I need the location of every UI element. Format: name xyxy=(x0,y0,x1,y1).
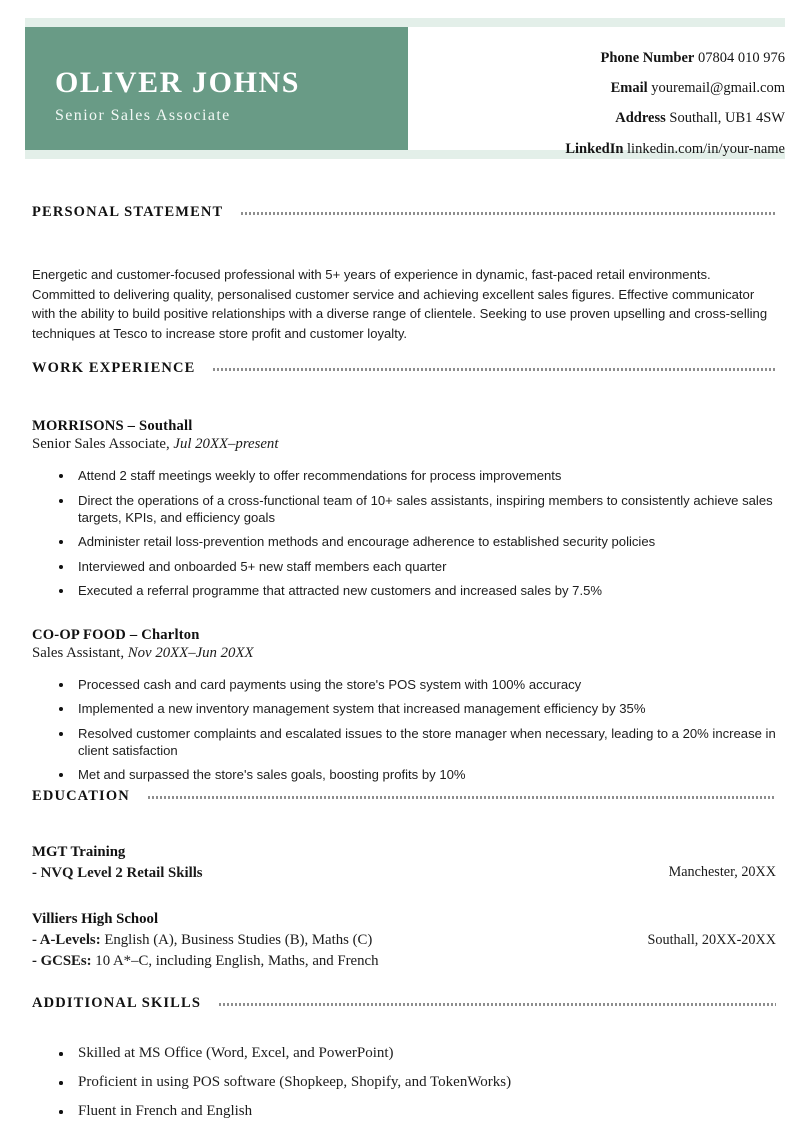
education-qualification-label: - GCSEs: xyxy=(32,952,92,969)
section-title-work-experience: WORK EXPERIENCE xyxy=(32,360,196,376)
education-qualification-label: - A-Levels: xyxy=(32,932,101,949)
education-qualification-label: - NVQ Level 2 Retail Skills xyxy=(32,864,203,881)
section-additional-skills xyxy=(32,995,776,1121)
contact-row-linkedin xyxy=(420,142,785,157)
job-role-title: Senior Sales Associate, xyxy=(32,436,174,453)
job-bullet-list xyxy=(32,467,776,599)
job-dates: Nov 20XX–Jun 20XX xyxy=(127,644,254,661)
resume-header xyxy=(25,18,785,159)
list-item: Interviewed and onboarded 5+ new staff members each quarter xyxy=(32,558,776,575)
list-item: Attend 2 staff meetings weekly to offer recommendations for process improvements xyxy=(32,467,776,484)
list-item: Met and surpassed the store's sales goals, boosting profits by 10% xyxy=(32,766,776,783)
name-block xyxy=(55,67,395,125)
section-divider-dots xyxy=(213,368,776,371)
list-item: Administer retail loss-prevention methods and encourage adherence to established security policies xyxy=(32,533,776,550)
section-divider-dots xyxy=(148,796,776,799)
section-divider-dots xyxy=(241,212,776,215)
personal-statement-text: Energetic and customer-focused professional with 5+ years of experience in dynamic, fast-paced retail environments. Committed to delivering quality, personalised customer service and achieving excellent sales figures. Effective communicator with the ability to build positive relationships with a diverse range of clientele. Seeking to use proven upselling and cross-selling techniques at Tesco to increase store profit and customer loyalty. xyxy=(32,267,768,341)
job-organisation: MORRISONS – Southall xyxy=(32,418,193,434)
list-item: Skilled at MS Office (Word, Excel, and PowerPoint) xyxy=(32,1044,776,1063)
education-qualification xyxy=(32,930,592,950)
education-entry xyxy=(32,910,776,971)
job-role-title: Sales Assistant, xyxy=(32,644,128,661)
list-item: Fluent in French and English xyxy=(32,1102,776,1121)
list-item: Executed a referral programme that attracted new customers and increased sales by 7.5% xyxy=(32,582,776,599)
education-school: MGT Training xyxy=(32,844,126,860)
section-work-experience xyxy=(32,360,776,784)
section-header-work-experience xyxy=(32,360,776,377)
work-experience-entry xyxy=(32,417,776,600)
section-title-education: EDUCATION xyxy=(32,788,130,804)
education-qualification xyxy=(32,951,592,971)
contact-value-address: Southall, UB1 4SW xyxy=(669,110,785,127)
contact-value-linkedin[interactable]: linkedin.com/in/your-name xyxy=(627,140,785,157)
additional-skills-list xyxy=(32,1044,776,1121)
education-school: Villiers High School xyxy=(32,911,159,928)
education-details xyxy=(32,910,592,971)
work-experience-entry xyxy=(32,626,776,784)
education-entry xyxy=(32,843,776,883)
list-item: Implemented a new inventory management system that increased management efficiency by 35% xyxy=(32,700,776,717)
list-item: Resolved customer complaints and escalated issues to the store manager when necessary, leading to a 20% increase in client satisfaction xyxy=(32,725,776,760)
job-organisation: CO-OP FOOD – Charlton xyxy=(32,626,200,643)
header-body xyxy=(25,27,785,157)
job-bullet-list xyxy=(32,676,776,784)
list-item: Proficient in using POS software (Shopkeep, Shopify, and TokenWorks) xyxy=(32,1073,776,1092)
header-top-accent-strip xyxy=(25,18,785,27)
job-role-line xyxy=(32,435,776,455)
contact-row-email xyxy=(420,81,785,96)
contact-details xyxy=(420,51,785,157)
contact-label-address: Address xyxy=(615,110,666,127)
education-details xyxy=(32,843,592,883)
contact-label-phone: Phone Number xyxy=(600,50,695,66)
contact-label-email: Email xyxy=(610,80,648,97)
job-role-line xyxy=(32,644,776,664)
education-qualification-value: English (A), Business Studies (B), Maths (C) xyxy=(100,932,373,949)
section-education xyxy=(32,788,776,971)
section-personal-statement xyxy=(32,204,776,343)
section-header-additional-skills xyxy=(32,995,776,1012)
education-location-date: Southall, 20XX-20XX xyxy=(647,932,776,949)
section-header-education xyxy=(32,788,776,805)
contact-row-address xyxy=(420,111,785,126)
contact-label-linkedin: LinkedIn xyxy=(565,140,624,157)
section-title-personal-statement: PERSONAL STATEMENT xyxy=(32,204,224,220)
education-qualification xyxy=(32,863,592,883)
contact-value-phone: 07804 010 976 xyxy=(698,50,785,66)
education-qualification-value: 10 A*–C, including English, Maths, and French xyxy=(91,952,379,969)
section-title-additional-skills: ADDITIONAL SKILLS xyxy=(32,995,202,1011)
list-item: Direct the operations of a cross-functional team of 10+ sales assistants, inspiring members to consistently achieve sales targets, KPIs, and efficiency goals xyxy=(32,492,776,527)
contact-row-phone xyxy=(420,51,785,66)
job-dates: Jul 20XX–present xyxy=(173,436,279,453)
candidate-job-title: Senior Sales Associate xyxy=(55,106,231,124)
section-header-personal-statement xyxy=(32,204,776,221)
candidate-name: OLIVER JOHNS xyxy=(55,66,301,99)
section-divider-dots xyxy=(219,1003,776,1006)
education-location-date: Manchester, 20XX xyxy=(668,864,776,880)
contact-value-email[interactable]: youremail@gmail.com xyxy=(651,80,785,97)
list-item: Processed cash and card payments using the store's POS system with 100% accuracy xyxy=(32,676,776,693)
